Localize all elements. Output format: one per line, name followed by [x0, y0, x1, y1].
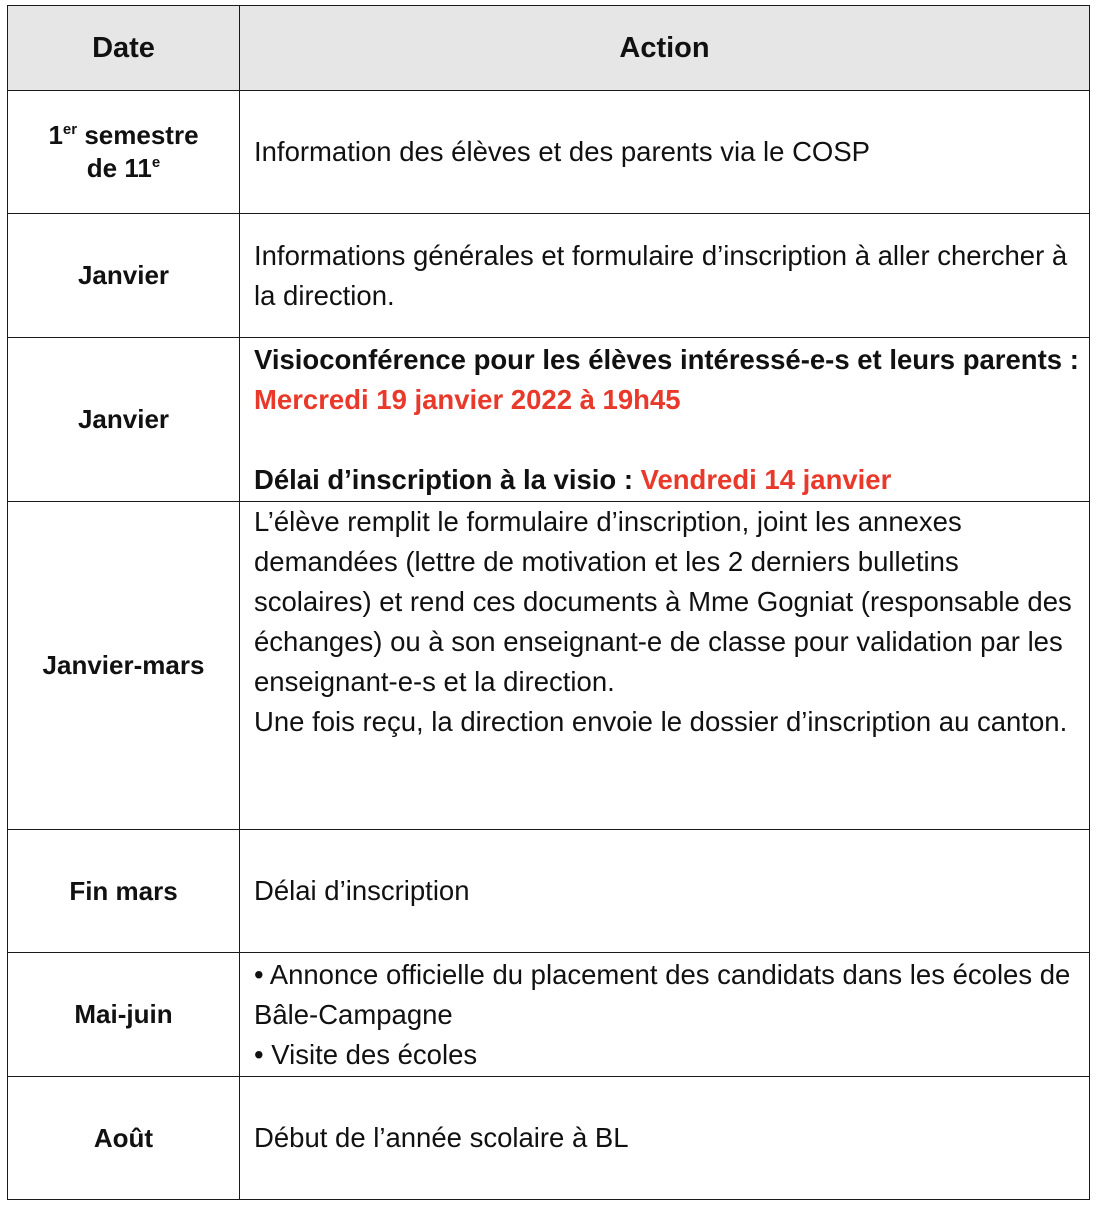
action-column-header: Action: [240, 6, 1090, 91]
date-cell: Fin mars: [8, 830, 240, 953]
date-cell: Janvier: [8, 214, 240, 338]
date-cell: Janvier-mars: [8, 502, 240, 830]
visio-deadline: [254, 460, 1079, 500]
spacer: [254, 420, 1079, 460]
table-row: [8, 830, 1090, 953]
schedule-table: [7, 5, 1090, 1200]
table-row: [8, 214, 1090, 338]
bullet-item: • Visite des écoles: [254, 1038, 478, 1070]
bullet-item: • Annonce officielle du placement des candidats dans les écoles de Bâle-Campagne: [254, 958, 1071, 1030]
visio-deadline-label: Délai d’inscription à la visio :: [254, 463, 641, 495]
visio-info: [254, 340, 1079, 420]
visio-deadline-date: Vendredi 14 janvier: [640, 463, 892, 495]
visio-date: Mercredi 19 janvier 2022 à 19h45: [254, 383, 681, 415]
date-cell: Mai-juin: [8, 953, 240, 1077]
date-number: 1: [48, 120, 63, 150]
table-row: [8, 91, 1090, 214]
action-cell: Délai d’inscription: [240, 830, 1090, 953]
action-cell: [240, 953, 1090, 1077]
date-column-header: Date: [8, 6, 240, 91]
visio-label: Visioconférence pour les élèves intéressé-e-s et leurs parents :: [254, 343, 1079, 375]
action-paragraph: Une fois reçu, la direction envoie le dossier d’inscription au canton.: [254, 706, 1068, 737]
action-cell: Informations générales et formulaire d’inscription à aller chercher à la direction.: [240, 214, 1090, 338]
table-row: [8, 502, 1090, 830]
header-row: [8, 6, 1090, 91]
action-paragraph: L’élève remplit le formulaire d’inscription, joint les annexes demandées (lettre de motivation et les 2 derniers bulletins scolaires) et rend ces documents à Mme Gogniat (responsable des échanges) ou à son enseignant-e de classe pour validation par les enseignant-e-s et la direction.: [254, 506, 1072, 697]
date-superscript-line2: e: [151, 154, 161, 171]
table-row: [8, 1077, 1090, 1200]
action-cell: Début de l’année scolaire à BL: [240, 1077, 1090, 1200]
action-cell: Information des élèves et des parents via le COSP: [240, 91, 1090, 214]
date-cell: Août: [8, 1077, 240, 1200]
date-text-line2: de 11: [86, 153, 152, 183]
table-row: [8, 338, 1090, 502]
date-text: semestre: [77, 120, 199, 150]
action-cell: [240, 502, 1090, 830]
date-superscript: er: [62, 121, 78, 138]
date-cell: Janvier: [8, 338, 240, 502]
action-cell: [240, 338, 1090, 502]
date-cell: [8, 91, 240, 214]
table-row: [8, 953, 1090, 1077]
